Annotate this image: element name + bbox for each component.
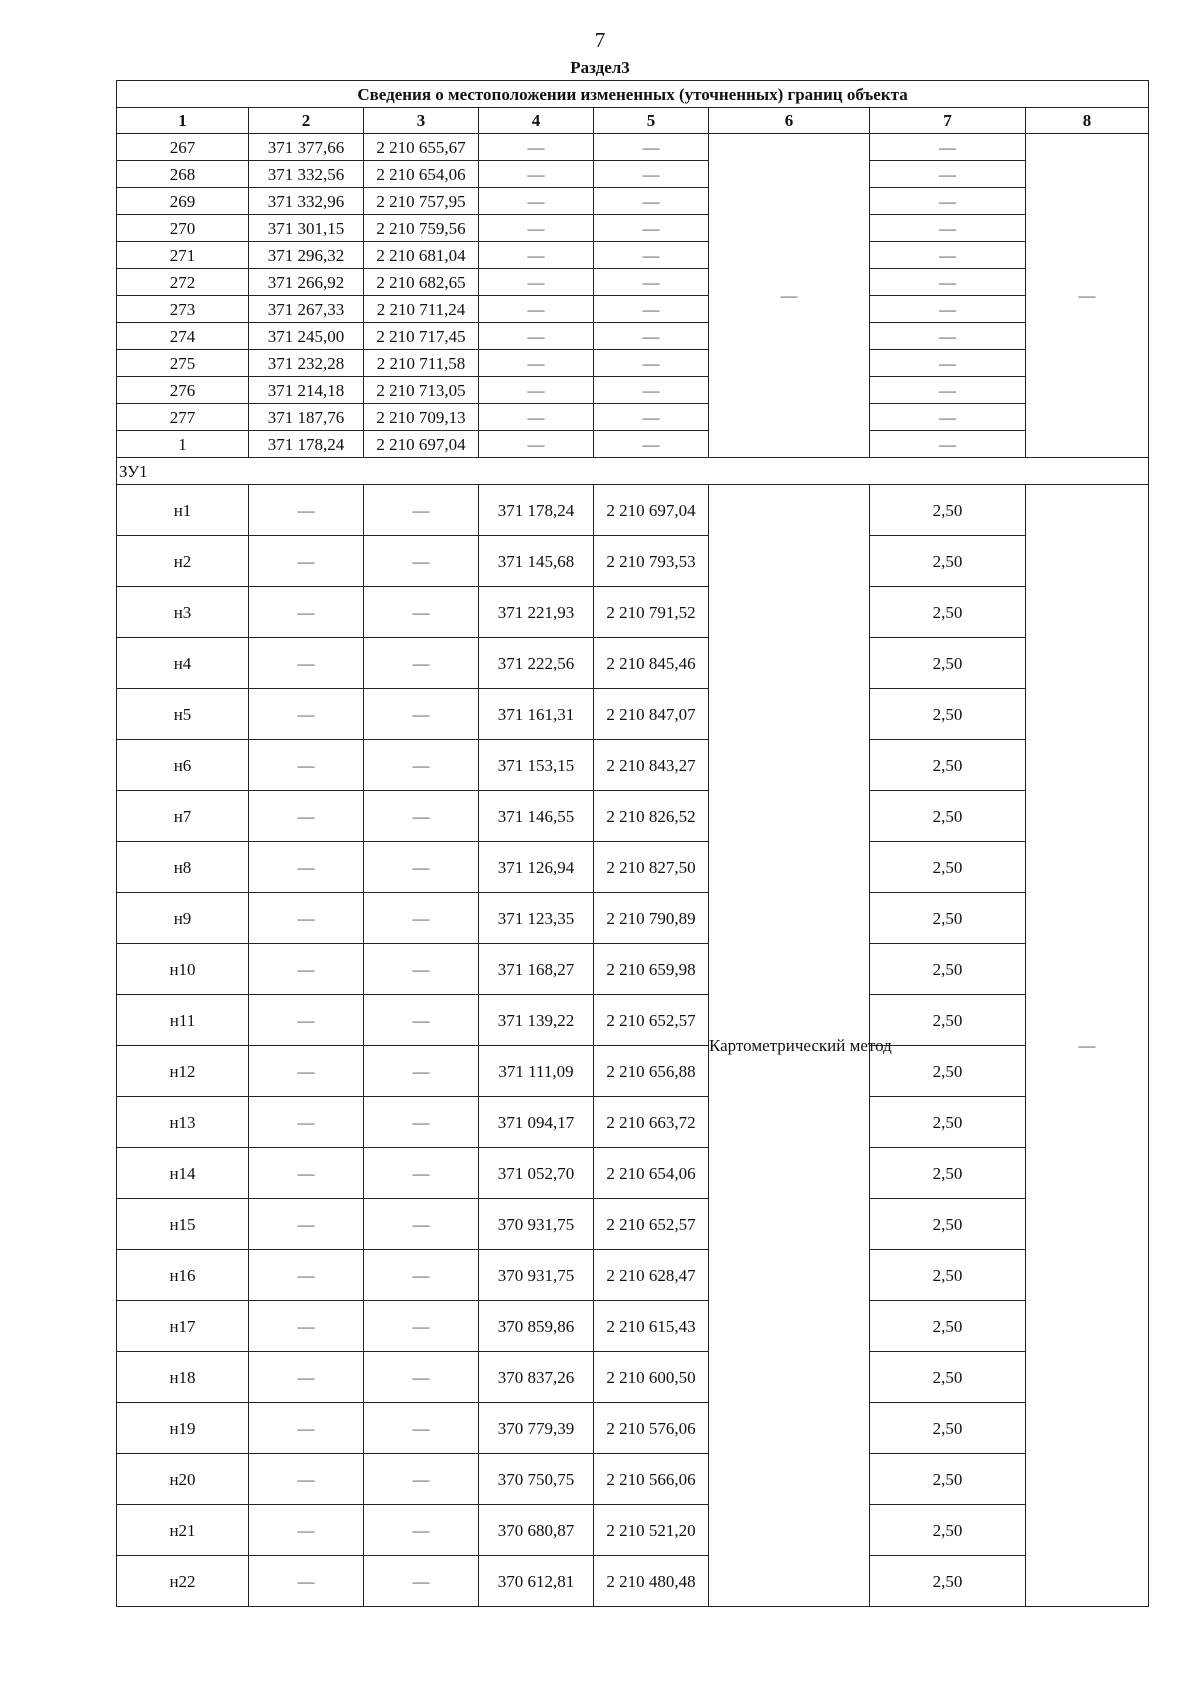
dash-cell: — — [364, 944, 479, 995]
coord-x-existing: 371 267,33 — [249, 296, 364, 323]
coord-x-new: 371 178,24 — [479, 485, 594, 536]
table-row — [117, 740, 1149, 791]
dash-cell: — — [249, 944, 364, 995]
dash-cell: — — [364, 638, 479, 689]
coord-y-new: 2 210 790,89 — [594, 893, 709, 944]
coord-y-new: 2 210 480,48 — [594, 1556, 709, 1607]
dash-cell: — — [249, 1199, 364, 1250]
coord-y-new: 2 210 656,88 — [594, 1046, 709, 1097]
point-number: н8 — [117, 842, 249, 893]
coord-y-new: 2 210 843,27 — [594, 740, 709, 791]
coord-x-new: 371 146,55 — [479, 791, 594, 842]
dash-cell: — — [594, 323, 709, 350]
accuracy-cell: 2,50 — [870, 842, 1026, 893]
dash-cell: — — [594, 134, 709, 161]
dash-cell: — — [249, 638, 364, 689]
coord-y-existing: 2 210 682,65 — [364, 269, 479, 296]
dash-cell: — — [249, 1403, 364, 1454]
table-row — [117, 1148, 1149, 1199]
dash-cell: — — [249, 1301, 364, 1352]
table-row — [117, 995, 1149, 1046]
accuracy-cell: 2,50 — [870, 485, 1026, 536]
dash-cell: — — [594, 404, 709, 431]
header-col-4: 4 — [479, 108, 594, 134]
table-row — [117, 1505, 1149, 1556]
dash-cell: — — [594, 242, 709, 269]
coord-x-new: 371 221,93 — [479, 587, 594, 638]
dash-cell: — — [594, 188, 709, 215]
header-col-2: 2 — [249, 108, 364, 134]
table-row — [117, 1301, 1149, 1352]
dash-cell: — — [364, 536, 479, 587]
point-number: 268 — [117, 161, 249, 188]
dash-cell: — — [870, 188, 1026, 215]
dash-cell: — — [870, 296, 1026, 323]
coord-x-new: 371 052,70 — [479, 1148, 594, 1199]
dash-cell: — — [249, 1556, 364, 1607]
table-row — [117, 431, 1149, 458]
table-row — [117, 1556, 1149, 1607]
dash-cell: — — [364, 1250, 479, 1301]
coord-x-new: 371 111,09 — [479, 1046, 594, 1097]
table-row — [117, 1352, 1149, 1403]
accuracy-cell: 2,50 — [870, 587, 1026, 638]
point-number: н18 — [117, 1352, 249, 1403]
dash-cell: — — [364, 1403, 479, 1454]
dash-cell: — — [364, 1352, 479, 1403]
point-number: н17 — [117, 1301, 249, 1352]
dash-cell: — — [870, 404, 1026, 431]
table-row — [117, 689, 1149, 740]
point-number: 275 — [117, 350, 249, 377]
table-row — [117, 485, 1149, 536]
coord-x-new: 371 222,56 — [479, 638, 594, 689]
point-number: н21 — [117, 1505, 249, 1556]
table-row — [117, 1199, 1149, 1250]
dash-cell: — — [364, 689, 479, 740]
point-number: 267 — [117, 134, 249, 161]
header-col-7: 7 — [870, 108, 1026, 134]
table-row — [117, 350, 1149, 377]
coord-x-existing: 371 301,15 — [249, 215, 364, 242]
accuracy-cell: 2,50 — [870, 536, 1026, 587]
page-number: 7 — [594, 28, 606, 52]
point-number: н5 — [117, 689, 249, 740]
coord-y-existing: 2 210 711,24 — [364, 296, 479, 323]
point-number: н10 — [117, 944, 249, 995]
coord-y-new: 2 210 654,06 — [594, 1148, 709, 1199]
table-title-row — [117, 81, 1149, 108]
dash-cell: — — [249, 1046, 364, 1097]
coord-x-new: 371 168,27 — [479, 944, 594, 995]
dash-cell: — — [479, 377, 594, 404]
point-number: н15 — [117, 1199, 249, 1250]
accuracy-cell: 2,50 — [870, 1352, 1026, 1403]
group-row — [117, 458, 1149, 485]
table-row — [117, 296, 1149, 323]
coord-x-new: 371 153,15 — [479, 740, 594, 791]
dash-cell: — — [364, 485, 479, 536]
table-row — [117, 1046, 1149, 1097]
coord-x-new: 371 161,31 — [479, 689, 594, 740]
header-col-1: 1 — [117, 108, 249, 134]
coord-x-existing: 371 187,76 — [249, 404, 364, 431]
table-row — [117, 944, 1149, 995]
accuracy-cell: 2,50 — [870, 740, 1026, 791]
dash-cell: — — [249, 1454, 364, 1505]
coord-y-new: 2 210 826,52 — [594, 791, 709, 842]
header-col-6: 6 — [709, 108, 870, 134]
dash-cell: — — [870, 377, 1026, 404]
coord-x-new: 370 612,81 — [479, 1556, 594, 1607]
coord-x-existing: 371 178,24 — [249, 431, 364, 458]
table-title: Сведения о местоположении измененных (уточненных) границ объекта — [117, 81, 1149, 108]
method-cell: Картометрический метод — [709, 485, 870, 1607]
accuracy-cell: 2,50 — [870, 1046, 1026, 1097]
coord-x-new: 371 145,68 — [479, 536, 594, 587]
coord-x-new: 370 837,26 — [479, 1352, 594, 1403]
dash-cell: — — [249, 1097, 364, 1148]
dash-cell: — — [479, 161, 594, 188]
accuracy-cell: 2,50 — [870, 1454, 1026, 1505]
accuracy-cell: 2,50 — [870, 1097, 1026, 1148]
dash-cell: — — [870, 161, 1026, 188]
point-number: н11 — [117, 995, 249, 1046]
dash-cell: — — [594, 215, 709, 242]
source-cell: — — [1026, 485, 1149, 1607]
dash-cell: — — [479, 134, 594, 161]
dash-cell: — — [479, 431, 594, 458]
coord-y-existing: 2 210 757,95 — [364, 188, 479, 215]
coord-x-new: 370 680,87 — [479, 1505, 594, 1556]
dash-cell: — — [479, 215, 594, 242]
accuracy-cell: 2,50 — [870, 1403, 1026, 1454]
dash-cell: — — [479, 404, 594, 431]
accuracy-cell: 2,50 — [870, 638, 1026, 689]
dash-cell: — — [479, 296, 594, 323]
table-row — [117, 1454, 1149, 1505]
dash-cell: — — [249, 587, 364, 638]
dash-cell: — — [870, 269, 1026, 296]
dash-cell: — — [364, 1454, 479, 1505]
coord-x-new: 370 750,75 — [479, 1454, 594, 1505]
point-number: 271 — [117, 242, 249, 269]
coord-y-new: 2 210 847,07 — [594, 689, 709, 740]
dash-cell: — — [249, 740, 364, 791]
header-col-8: 8 — [1026, 108, 1149, 134]
table-row — [117, 161, 1149, 188]
table-row — [117, 323, 1149, 350]
point-number: н4 — [117, 638, 249, 689]
coord-y-new: 2 210 566,06 — [594, 1454, 709, 1505]
source-cell: — — [1026, 134, 1149, 458]
coord-y-new: 2 210 652,57 — [594, 995, 709, 1046]
point-number: н20 — [117, 1454, 249, 1505]
point-number: н14 — [117, 1148, 249, 1199]
coord-y-existing: 2 210 717,45 — [364, 323, 479, 350]
dash-cell: — — [249, 1148, 364, 1199]
coord-x-new: 371 094,17 — [479, 1097, 594, 1148]
table-row — [117, 893, 1149, 944]
dash-cell: — — [870, 215, 1026, 242]
dash-cell: — — [364, 791, 479, 842]
table-row — [117, 536, 1149, 587]
dash-cell: — — [249, 842, 364, 893]
point-number: н16 — [117, 1250, 249, 1301]
coord-x-existing: 371 332,56 — [249, 161, 364, 188]
coord-y-new: 2 210 576,06 — [594, 1403, 709, 1454]
coord-x-new: 370 931,75 — [479, 1199, 594, 1250]
accuracy-cell: 2,50 — [870, 1505, 1026, 1556]
point-number: н3 — [117, 587, 249, 638]
dash-cell: — — [364, 995, 479, 1046]
dash-cell: — — [364, 740, 479, 791]
coord-x-existing: 371 332,96 — [249, 188, 364, 215]
coord-y-new: 2 210 845,46 — [594, 638, 709, 689]
dash-cell: — — [249, 1505, 364, 1556]
point-number: н13 — [117, 1097, 249, 1148]
accuracy-cell: 2,50 — [870, 689, 1026, 740]
coord-y-new: 2 210 600,50 — [594, 1352, 709, 1403]
coord-x-new: 371 139,22 — [479, 995, 594, 1046]
dash-cell: — — [594, 269, 709, 296]
dash-cell: — — [249, 689, 364, 740]
dash-cell: — — [479, 242, 594, 269]
table-row — [117, 791, 1149, 842]
accuracy-cell: 2,50 — [870, 944, 1026, 995]
coord-y-existing: 2 210 759,56 — [364, 215, 479, 242]
coord-y-existing: 2 210 697,04 — [364, 431, 479, 458]
coord-y-existing: 2 210 681,04 — [364, 242, 479, 269]
table-row — [117, 587, 1149, 638]
coord-y-new: 2 210 793,53 — [594, 536, 709, 587]
dash-cell: — — [870, 431, 1026, 458]
group-label: ЗУ1 — [117, 458, 1149, 485]
dash-cell: — — [479, 269, 594, 296]
dash-cell: — — [594, 161, 709, 188]
point-number: 1 — [117, 431, 249, 458]
dash-cell: — — [479, 350, 594, 377]
point-number: 273 — [117, 296, 249, 323]
dash-cell: — — [364, 842, 479, 893]
dash-cell: — — [249, 995, 364, 1046]
coord-y-new: 2 210 663,72 — [594, 1097, 709, 1148]
point-number: н19 — [117, 1403, 249, 1454]
accuracy-cell: 2,50 — [870, 995, 1026, 1046]
coord-x-existing: 371 266,92 — [249, 269, 364, 296]
point-number: 274 — [117, 323, 249, 350]
table-row — [117, 842, 1149, 893]
boundary-table — [116, 80, 1149, 1607]
coord-x-new: 370 779,39 — [479, 1403, 594, 1454]
table-row — [117, 188, 1149, 215]
method-cell: — — [709, 134, 870, 458]
dash-cell: — — [364, 1046, 479, 1097]
coord-x-existing: 371 232,28 — [249, 350, 364, 377]
coord-x-existing: 371 377,66 — [249, 134, 364, 161]
dash-cell: — — [364, 1505, 479, 1556]
table-row — [117, 1403, 1149, 1454]
table-row — [117, 404, 1149, 431]
point-number: 276 — [117, 377, 249, 404]
dash-cell: — — [594, 377, 709, 404]
coord-y-existing: 2 210 655,67 — [364, 134, 479, 161]
point-number: 272 — [117, 269, 249, 296]
coord-x-new: 370 931,75 — [479, 1250, 594, 1301]
coord-x-existing: 371 214,18 — [249, 377, 364, 404]
dash-cell: — — [249, 791, 364, 842]
dash-cell: — — [594, 296, 709, 323]
coord-x-existing: 371 296,32 — [249, 242, 364, 269]
dash-cell: — — [479, 323, 594, 350]
point-number: н1 — [117, 485, 249, 536]
dash-cell: — — [870, 242, 1026, 269]
dash-cell: — — [594, 431, 709, 458]
accuracy-cell: 2,50 — [870, 1301, 1026, 1352]
point-number: 270 — [117, 215, 249, 242]
header-col-5: 5 — [594, 108, 709, 134]
accuracy-cell: 2,50 — [870, 1199, 1026, 1250]
coord-y-existing: 2 210 711,58 — [364, 350, 479, 377]
table-row — [117, 242, 1149, 269]
coord-y-new: 2 210 652,57 — [594, 1199, 709, 1250]
accuracy-cell: 2,50 — [870, 1250, 1026, 1301]
point-number: н7 — [117, 791, 249, 842]
dash-cell: — — [594, 350, 709, 377]
dash-cell: — — [364, 1097, 479, 1148]
coord-x-new: 370 859,86 — [479, 1301, 594, 1352]
table-row — [117, 638, 1149, 689]
dash-cell: — — [364, 893, 479, 944]
table-row — [117, 269, 1149, 296]
header-col-3: 3 — [364, 108, 479, 134]
table-body — [117, 81, 1149, 1607]
table-row — [117, 1250, 1149, 1301]
coord-y-existing: 2 210 654,06 — [364, 161, 479, 188]
table-row — [117, 377, 1149, 404]
section-label: Раздел3 — [570, 58, 630, 77]
dash-cell: — — [870, 323, 1026, 350]
table-row — [117, 134, 1149, 161]
dash-cell: — — [364, 1148, 479, 1199]
coord-y-new: 2 210 697,04 — [594, 485, 709, 536]
coord-y-new: 2 210 827,50 — [594, 842, 709, 893]
point-number: 269 — [117, 188, 249, 215]
table-row — [117, 1097, 1149, 1148]
point-number: н9 — [117, 893, 249, 944]
point-number: н6 — [117, 740, 249, 791]
accuracy-cell: 2,50 — [870, 1556, 1026, 1607]
coord-y-existing: 2 210 713,05 — [364, 377, 479, 404]
table-row — [117, 215, 1149, 242]
dash-cell: — — [249, 893, 364, 944]
dash-cell: — — [364, 1301, 479, 1352]
point-number: н22 — [117, 1556, 249, 1607]
dash-cell: — — [249, 536, 364, 587]
dash-cell: — — [479, 188, 594, 215]
header-row — [117, 108, 1149, 134]
coord-y-new: 2 210 521,20 — [594, 1505, 709, 1556]
dash-cell: — — [249, 1352, 364, 1403]
dash-cell: — — [364, 1556, 479, 1607]
accuracy-cell: 2,50 — [870, 893, 1026, 944]
coord-y-new: 2 210 628,47 — [594, 1250, 709, 1301]
coord-x-existing: 371 245,00 — [249, 323, 364, 350]
dash-cell: — — [249, 1250, 364, 1301]
accuracy-cell: 2,50 — [870, 791, 1026, 842]
coord-y-new: 2 210 659,98 — [594, 944, 709, 995]
point-number: н12 — [117, 1046, 249, 1097]
coord-x-new: 371 126,94 — [479, 842, 594, 893]
accuracy-cell: 2,50 — [870, 1148, 1026, 1199]
dash-cell: — — [364, 1199, 479, 1250]
coord-x-new: 371 123,35 — [479, 893, 594, 944]
point-number: н2 — [117, 536, 249, 587]
coord-y-new: 2 210 615,43 — [594, 1301, 709, 1352]
coord-y-new: 2 210 791,52 — [594, 587, 709, 638]
coord-y-existing: 2 210 709,13 — [364, 404, 479, 431]
dash-cell: — — [249, 485, 364, 536]
dash-cell: — — [364, 587, 479, 638]
dash-cell: — — [870, 350, 1026, 377]
point-number: 277 — [117, 404, 249, 431]
dash-cell: — — [870, 134, 1026, 161]
